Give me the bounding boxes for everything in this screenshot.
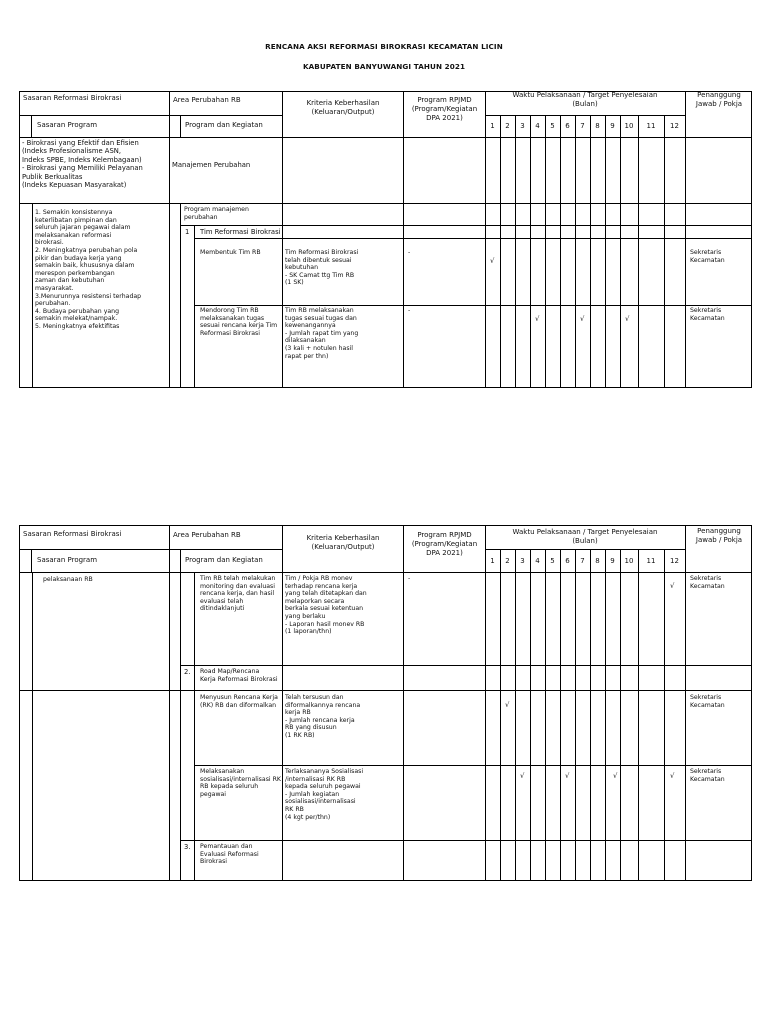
pj-sosialisasi-rk: Sekretaris Kecamatan: [690, 768, 725, 783]
header-area-perubahan: Area Perubahan RB: [173, 531, 241, 539]
header-sasaran-rb: Sasaran Reformasi Birokrasi: [23, 530, 122, 538]
tim-reformasi-birokrasi: Tim Reformasi Birokrasi: [200, 228, 281, 236]
month-4: 4: [535, 557, 540, 565]
rpjmd-membentuk-tim: -: [408, 249, 411, 256]
month-7: 7: [580, 122, 585, 130]
kriteria-sosialisasi-rk: Terlaksananya Sosialisasi /internalisasi RK RB kepada seluruh pegawai - Jumlah kegiatan sosialisasi/internalisasi RK RB (4 kgt per/thn): [285, 768, 364, 821]
kegiatan-menyusun-rk: Menyusun Rencana Kerja (RK) RB dan diformalkan: [200, 694, 278, 709]
month-9: 9: [610, 557, 615, 565]
header-kriteria: Kriteria Keberhasilan (Keluaran/Output): [306, 99, 380, 116]
header-waktu: Waktu Pelaksanaan / Target Penyelesaian (Bulan): [512, 528, 658, 545]
header-penanggung-jawab: Penanggung Jawab / Pokja: [695, 91, 743, 108]
sasaran-program-cont: pelaksanaan RB: [43, 576, 93, 583]
check-mark: √: [520, 772, 525, 780]
month-2: 2: [505, 122, 510, 130]
month-3: 3: [520, 122, 525, 130]
month-12: 12: [670, 122, 679, 130]
month-6: 6: [565, 122, 570, 130]
month-5: 5: [550, 122, 555, 130]
check-mark: √: [625, 315, 630, 323]
pj-menyusun-rk: Sekretaris Kecamatan: [690, 694, 725, 709]
header-penanggung-jawab: Penanggung Jawab / Pokja: [695, 527, 743, 544]
check-mark: √: [490, 257, 495, 265]
action-plan-table-2: [19, 525, 752, 881]
month-12: 12: [670, 557, 679, 565]
sasaran-rb-text: - Birokrasi yang Efektif dan Efisien (Indeks Profesionalisme ASN, Indeks SPBE, Indeks Kelembagaan) - Birokrasi yang Memiliki Pelayanan Publik Berkualitas (Indeks Kepuasan Masyarakat): [22, 139, 143, 190]
kriteria-monev-tim: Tim / Pokja RB monev terhadap rencana kerja yang telah ditetapkan dan melaporkan secara berkala sesuai ketentuan yang berlaku - Laporan hasil monev RB (1 laporan/thn): [285, 575, 367, 636]
check-mark: √: [613, 772, 618, 780]
header-program-kegiatan: Program dan Kegiatan: [185, 121, 263, 129]
month-8: 8: [595, 122, 600, 130]
header-program-rpjmd: Program RPJMD (Program/Kegiatan DPA 2021): [411, 531, 478, 557]
sasaran-program-list: 1. Semakin konsistennya keterlibatan pimpinan dan seluruh jajaran pegawai dalam melaksanakan reformasi birokrasi. 2. Meningkatnya perubahan pola pikir dan budaya kerja yang semakin baik, khususnya dalam merespon perkembangan zaman dan kebutuhan masyarakat. 3.Menurunnya resistensi terhadap perubahan. 4. Budaya perubahan yang semakin melekat/nampak. 5. Meningkatnya efektifitas: [35, 209, 142, 330]
kriteria-membentuk-tim: Tim Reformasi Birokrasi telah dibentuk sesuai kebutuhan - SK Camat ttg Tim RB (1 SK): [285, 249, 359, 287]
month-4: 4: [535, 122, 540, 130]
kriteria-mendorong-tim: Tim RB melaksanakan tugas sesuai tugas dan kewenangannya - Jumlah rapat tim yang dilaksanakan (3 kali + notulen hasil rapat per thn): [285, 307, 359, 360]
check-mark: √: [580, 315, 585, 323]
month-3: 3: [520, 557, 525, 565]
month-11: 11: [646, 557, 656, 565]
document-title: RENCANA AKSI REFORMASI BIROKRASI KECAMATAN LICIN: [265, 42, 503, 51]
road-map-rencana-kerja: Road Map/Rencana Kerja Reformasi Birokrasi: [200, 668, 278, 683]
action-plan-table-1: [19, 91, 752, 388]
month-2: 2: [505, 557, 510, 565]
month-8: 8: [595, 557, 600, 565]
check-mark: √: [670, 772, 675, 780]
header-waktu: Waktu Pelaksanaan / Target Penyelesaian (Bulan): [512, 91, 658, 108]
rpjmd-mendorong-tim: -: [408, 307, 411, 314]
month-6: 6: [565, 557, 570, 565]
check-mark: √: [535, 315, 540, 323]
month-11: 11: [646, 122, 656, 130]
header-sasaran-program: Sasaran Program: [37, 121, 98, 129]
kegiatan-monev-tim: Tim RB telah melakukan monitoring dan evaluasi rencana kerja, dan hasil evaluasi telah ditindaklanjuti: [200, 575, 276, 613]
header-program-kegiatan: Program dan Kegiatan: [185, 556, 263, 564]
month-10: 10: [624, 122, 634, 130]
month-1: 1: [490, 122, 495, 130]
kriteria-menyusun-rk: Telah tersusun dan diformalkannya rencana kerja RB - Jumlah rencana kerja RB yang disusun (1 RK RB): [285, 694, 361, 739]
pj-mendorong-tim: Sekretaris Kecamatan: [690, 307, 725, 322]
check-mark: √: [565, 772, 570, 780]
program-no-3: 3.: [184, 843, 191, 851]
month-9: 9: [610, 122, 615, 130]
month-7: 7: [580, 557, 585, 565]
month-1: 1: [490, 557, 495, 565]
rpjmd-monev-tim: -: [408, 575, 411, 582]
kegiatan-mendorong-tim: Mendorong Tim RB melaksanakan tugas sesuai rencana kerja Tim Reformasi Birokrasi: [200, 307, 278, 337]
header-program-rpjmd: Program RPJMD (Program/Kegiatan DPA 2021): [411, 96, 478, 122]
pj-membentuk-tim: Sekretaris Kecamatan: [690, 249, 725, 264]
header-kriteria: Kriteria Keberhasilan (Keluaran/Output): [306, 534, 380, 551]
check-mark: √: [505, 701, 510, 709]
check-mark: √: [670, 582, 675, 590]
month-10: 10: [624, 557, 634, 565]
header-sasaran-program: Sasaran Program: [37, 556, 98, 564]
kegiatan-sosialisasi-rk: Melaksanakan sosialisasi/internalisasi RK RB kepada seluruh pegawai: [200, 768, 281, 798]
pj-monev-tim: Sekretaris Kecamatan: [690, 575, 725, 590]
pemantauan-evaluasi-rb: Pemantauan dan Evaluasi Reformasi Birokrasi: [200, 843, 259, 866]
area-perubahan-text: Manajemen Perubahan: [172, 161, 251, 169]
program-manajemen-perubahan: Program manajemen perubahan: [184, 206, 249, 221]
program-no-2: 2.: [184, 668, 191, 676]
document-subtitle: KABUPATEN BANYUWANGI TAHUN 2021: [302, 62, 466, 71]
program-no-1: 1: [185, 228, 190, 236]
month-5: 5: [550, 557, 555, 565]
header-area-perubahan: Area Perubahan RB: [173, 96, 241, 104]
kegiatan-membentuk-tim: Membentuk Tim RB: [200, 249, 261, 256]
header-sasaran-rb: Sasaran Reformasi Birokrasi: [23, 94, 122, 102]
